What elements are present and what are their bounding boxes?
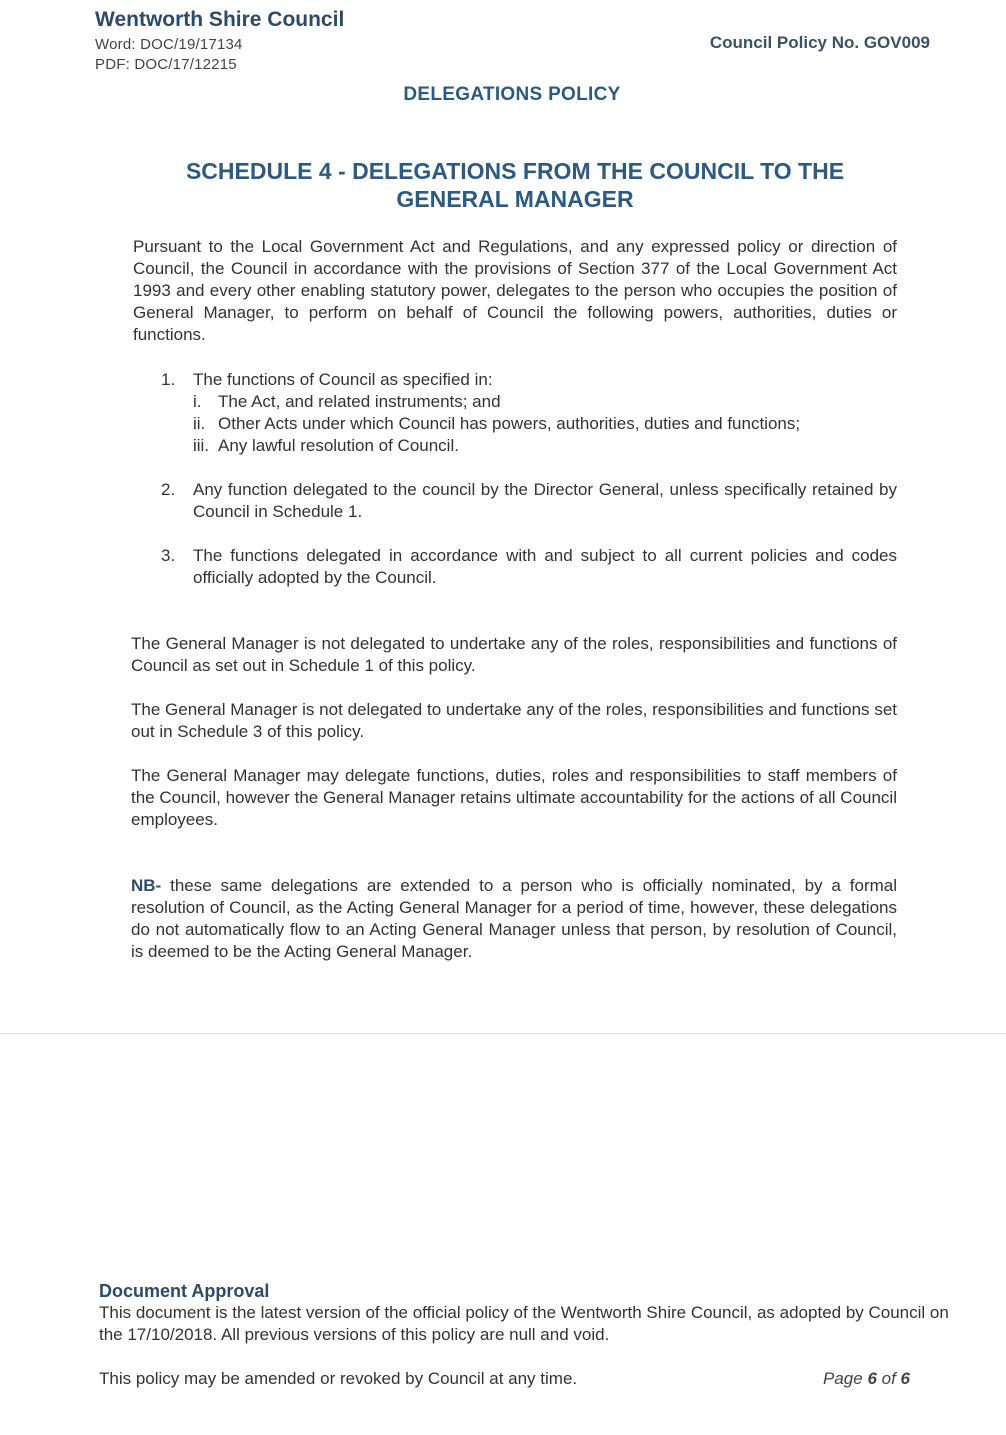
page-prefix: Page [823,1369,868,1388]
sub-list-item-number: iii. [193,436,210,455]
sub-list-item-text: Any lawful resolution of Council. [218,436,459,455]
schedule-title-line-2: GENERAL MANAGER [396,186,634,212]
approval-text: This document is the latest version of the official policy of the Wentworth Shire Council, as adopted by Council on the 17/10/2018. All previous versions of this policy are null and void. [99,1303,949,1344]
word-doc-reference: Word: DOC/19/17134 [95,36,243,53]
list-item-number: 2. [161,480,176,499]
page-of: of [876,1369,901,1388]
list-item-number: 1. [161,370,176,389]
list-item [133,545,897,589]
list-item-number: 3. [161,546,176,565]
sub-list-item-text: Other Acts under which Council has powers, authorities, duties and functions; [218,414,801,433]
amendment-note: This policy may be amended or revoked by Council at any time. [99,1369,578,1388]
list-item-text: The functions delegated in accordance with and subject to all current policies and codes officially adopted by the Council. [193,546,897,587]
page-total: 6 [900,1369,910,1388]
list-item-text: Any function delegated to the council by the Director General, unless specifically retained by Council in Schedule 1. [193,480,897,521]
page-current: 6 [867,1369,877,1388]
schedule-title [130,157,900,213]
council-name: Wentworth Shire Council [95,8,345,31]
policy-title: DELEGATIONS POLICY [403,84,621,105]
intro-paragraph: Pursuant to the Local Government Act and Regulations, and any expressed policy or direction of Council, the Council in accordance with the provisions of Section 377 of the Local Government Act 1993 and every other enabling statutory power, delegates to the person who occupies the position of General Manager, to perform on behalf of Council the following powers, authorities, duties or functions. [133,237,897,344]
schedule-title-line-1: SCHEDULE 4 - DELEGATIONS FROM THE COUNCIL TO THE [185,158,845,184]
sub-list-item [193,435,897,457]
approval-heading: Document Approval [99,1281,270,1301]
list-item [133,369,897,457]
sub-list-item-number: ii. [193,414,206,433]
sub-list-item-text: The Act, and related instruments; and [218,392,501,411]
page-number [823,1369,910,1389]
nb-text: these same delegations are extended to a person who is officially nominated, by a formal resolution of Council, as the Acting General Manager for a period of time, however, these delegations do not automatically flow to an Acting General Manager unless that person, by resolution of Council, is deemed to be the Acting General Manager. [131,876,897,961]
list-item-text: The functions of Council as specified in: [193,370,493,389]
body-paragraph: The General Manager is not delegated to undertake any of the roles, responsibilities and functions set out in Schedule 3 of this policy. [131,700,897,741]
pdf-doc-reference: PDF: DOC/17/12215 [95,56,237,73]
nb-paragraph [131,875,897,963]
policy-number: Council Policy No. GOV009 [709,33,930,52]
divider [0,1033,1006,1034]
sub-list-item [193,413,897,435]
body-paragraph: The General Manager may delegate functions, duties, roles and responsibilities to staff members of the Council, however the General Manager retains ultimate accountability for the actions of all Council employees. [131,766,897,829]
body-paragraph: The General Manager is not delegated to undertake any of the roles, responsibilities and functions of Council as set out in Schedule 1 of this policy. [131,634,897,675]
sub-list-item [193,391,897,413]
list-item [133,479,897,523]
sub-list-item-number: i. [193,392,202,411]
nb-label: NB- [131,876,162,895]
